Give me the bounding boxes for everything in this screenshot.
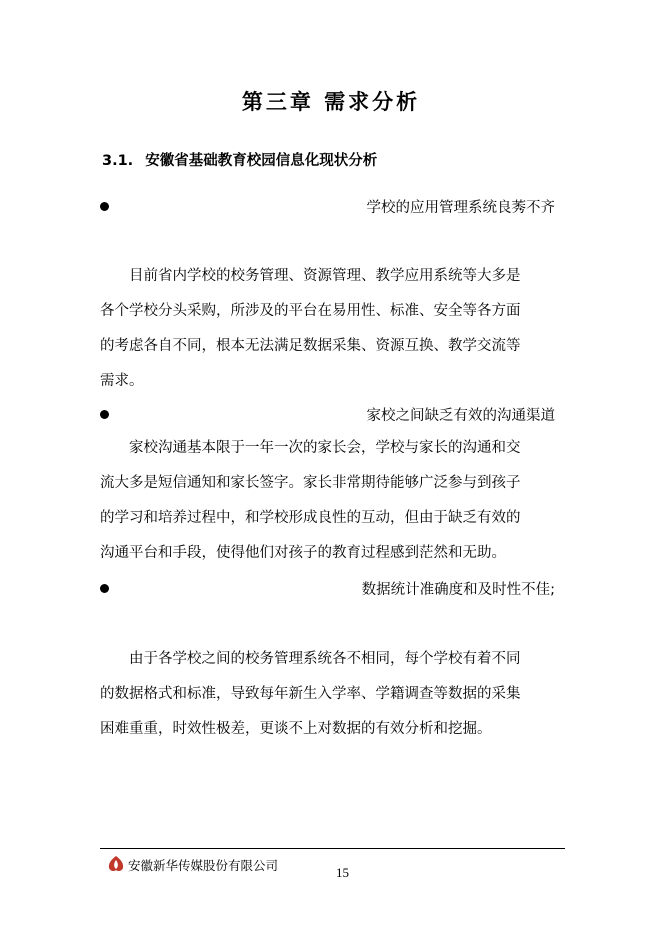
paragraph-line: 沟通平台和手段，使得他们对孩子的教育过程感到茫然和无助。 xyxy=(100,545,506,561)
section-heading xyxy=(102,149,377,170)
bullet-text: 学校的应用管理系统良莠不齐 xyxy=(366,200,555,216)
paragraph-line: 困难重重，时效性极差，更谈不上对数据的有效分析和挖掘。 xyxy=(100,721,492,737)
paragraph-line: 的学习和培养过程中，和学校形成良性的互动，但由于缺乏有效的 xyxy=(100,510,521,526)
bullet-item xyxy=(100,196,555,220)
paragraph-line: 由于各学校之间的校务管理系统各不相同，每个学校有着不同 xyxy=(100,651,521,667)
paragraph-line: 各个学校分头采购，所涉及的平台在易用性、标准、安全等各方面 xyxy=(100,303,521,319)
bullet-icon xyxy=(100,584,109,593)
paragraph xyxy=(100,647,555,752)
bullet-text: 家校之间缺乏有效的沟通渠道 xyxy=(366,408,555,424)
chapter-title: 第三章 需求分析 xyxy=(241,89,421,114)
paragraph-line: 的考虑各自不同，根本无法满足数据采集、资源互换、教学交流等 xyxy=(100,338,521,354)
paragraph-line: 流大多是短信通知和家长签字。家长非常期待能够广泛参与到孩子 xyxy=(100,475,521,491)
paragraph xyxy=(100,436,555,576)
section-number: 3.1. xyxy=(102,153,134,169)
paragraph-line: 的数据格式和标准，导致每年新生入学率、学籍调查等数据的采集 xyxy=(100,686,521,702)
page-number: 15 xyxy=(336,865,349,880)
bullet-item xyxy=(100,578,555,602)
paragraph-line: 家校沟通基本限于一年一次的家长会，学校与家长的沟通和交 xyxy=(100,440,521,456)
section-title: 安徽省基础教育校园信息化现状分析 xyxy=(145,153,378,169)
bullet-icon xyxy=(100,202,109,211)
paragraph xyxy=(100,264,555,404)
paragraph-line: 目前省内学校的校务管理、资源管理、教学应用系统等大多是 xyxy=(100,268,521,284)
bullet-icon xyxy=(100,410,109,419)
bullet-item xyxy=(100,404,555,428)
bullet-text: 数据统计准确度和及时性不佳; xyxy=(361,582,555,598)
footer-divider xyxy=(100,848,565,849)
footer-company-name: 安徽新华传媒股份有限公司 xyxy=(128,858,279,873)
paragraph-line: 需求。 xyxy=(100,373,144,389)
